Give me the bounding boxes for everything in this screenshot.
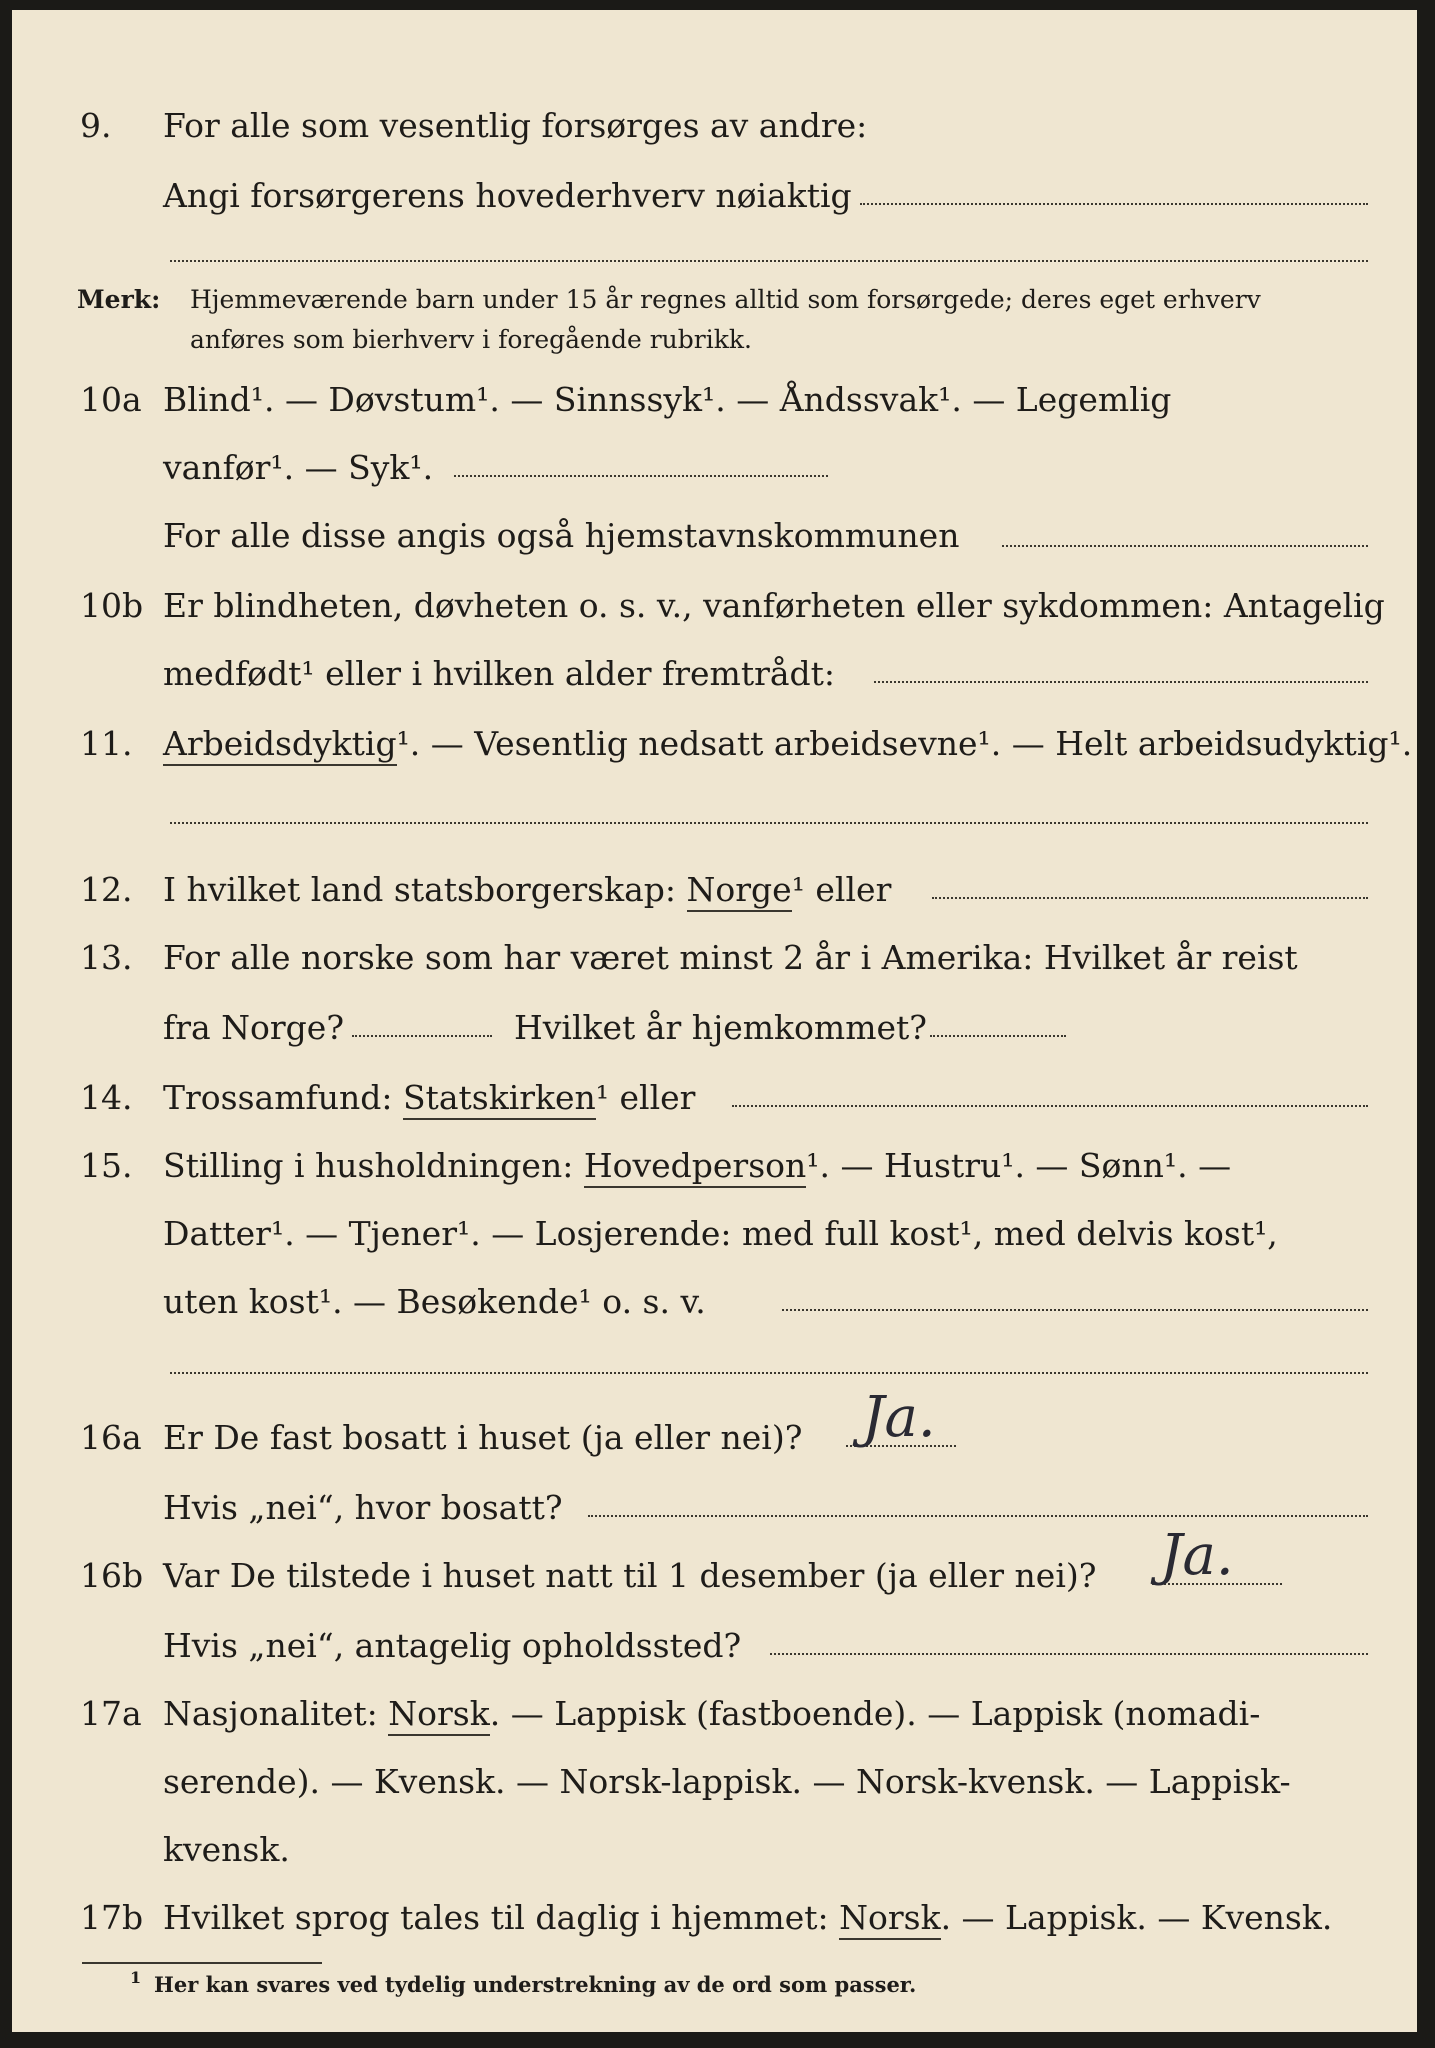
question-17a-line-3: [12, 1822, 1417, 1878]
answer-line-16b-opholdssted[interactable]: [770, 1653, 1368, 1655]
footnote-text: Her kan svares ved tydelig understrekning av de ord som passer.: [154, 1972, 917, 1997]
answer-line-10a[interactable]: [454, 475, 828, 477]
question-13: [12, 930, 1417, 986]
answer-line-12[interactable]: [932, 897, 1368, 899]
underlined-answer: Statskirken: [403, 1078, 596, 1120]
question-number: 16a: [80, 1418, 142, 1457]
question-number: 15.: [80, 1146, 133, 1185]
question-number: 12.: [80, 870, 133, 909]
underlined-answer: Norsk: [388, 1694, 489, 1736]
question-number: 10a: [80, 380, 142, 419]
question-9: [12, 98, 1417, 154]
question-text-2: Hvilket år hjemkommet?: [514, 1008, 927, 1047]
question-text: uten kost¹. — Besøkende¹ o. s. v.: [163, 1282, 706, 1321]
answer-line-14[interactable]: [732, 1105, 1368, 1107]
question-text: Datter¹. — Tjener¹. — Losjerende: med full kost¹, med delvis kost¹,: [163, 1214, 1278, 1253]
question-text: Arbeidsdyktig¹. — Vesentlig nedsatt arbeidsevne¹. — Helt arbeidsudyktig¹.: [163, 716, 1412, 772]
question-number: 13.: [80, 938, 133, 977]
answer-line-15-extra[interactable]: [170, 1372, 1368, 1374]
question-text: Blind¹. — Døvstum¹. — Sinnssyk¹. — Åndssvak¹. — Legemlig: [163, 380, 1172, 419]
answer-line-10b[interactable]: [874, 681, 1368, 683]
underlined-answer: Norge: [687, 870, 792, 912]
question-15: [12, 1138, 1417, 1194]
question-text: For alle disse angis også hjemstavnskommunen: [163, 516, 960, 555]
note-merk: [12, 278, 1417, 322]
question-text: Hvilket sprog tales til daglig i hjemmet: Norsk. — Lappisk. — Kvensk.: [163, 1890, 1332, 1946]
question-9-line-2: [12, 168, 1417, 224]
question-10a-line-2: [12, 440, 1417, 496]
question-10a-line-3: [12, 508, 1417, 564]
note-text: anføres som bierhverv i foregående rubrikk.: [190, 325, 752, 354]
question-11: [12, 716, 1417, 772]
question-text: medfødt¹ eller i hvilken alder fremtrådt:: [163, 654, 836, 693]
question-text: For alle som vesentlig forsørges av andre:: [163, 106, 868, 145]
footnote-mark: 1: [130, 1968, 142, 1987]
question-text: Hvis „nei“, hvor bosatt?: [163, 1488, 563, 1527]
note-label: Merk:: [77, 285, 161, 314]
question-text: serende). — Kvensk. — Norsk-lappisk. — Norsk-kvensk. — Lappisk-: [163, 1762, 1291, 1801]
question-text: kvensk.: [163, 1830, 290, 1869]
question-13-line-2: [12, 1000, 1417, 1056]
question-text: Angi forsørgerens hovederhverv nøiaktig: [163, 176, 852, 215]
question-text: Var De tilstede i huset natt til 1 desember (ja eller nei)?: [163, 1556, 1097, 1595]
question-10a: [12, 372, 1417, 428]
question-17a-line-2: [12, 1754, 1417, 1810]
question-number: 9.: [80, 106, 112, 145]
answer-line-13-reist[interactable]: [352, 1035, 492, 1037]
question-15-line-2: [12, 1206, 1417, 1262]
question-12: [12, 862, 1417, 918]
question-number: 17b: [80, 1898, 144, 1937]
answer-line-10a-kommune[interactable]: [1002, 545, 1368, 547]
note-text: Hjemmeværende barn under 15 år regnes alltid som forsørgede; deres eget erhverv: [190, 285, 1261, 314]
question-number: 16b: [80, 1556, 144, 1595]
census-form-page: [12, 10, 1417, 2032]
question-10b: [12, 578, 1417, 634]
question-text: Er blindheten, døvheten o. s. v., vanførheten eller sykdommen: Antagelig: [163, 586, 1385, 625]
question-text: fra Norge?: [163, 1008, 345, 1047]
underlined-answer: Hovedperson: [584, 1146, 806, 1188]
question-text: Stilling i husholdningen: Hovedperson¹. — Hustru¹. — Sønn¹. —: [163, 1138, 1231, 1194]
question-15-line-3: [12, 1274, 1417, 1330]
question-number: 10b: [80, 586, 144, 625]
answer-line-9[interactable]: [860, 203, 1368, 205]
question-text: Trossamfund: Statskirken¹ eller: [163, 1070, 695, 1126]
question-text: For alle norske som har været minst 2 år i Amerika: Hvilket år reist: [163, 938, 1298, 977]
question-text: Er De fast bosatt i huset (ja eller nei)?: [163, 1418, 803, 1457]
question-text: vanfør¹. — Syk¹.: [163, 448, 434, 487]
question-14: [12, 1070, 1417, 1126]
question-17a: [12, 1686, 1417, 1742]
handwritten-answer-16a: Ja.: [862, 1385, 936, 1450]
answer-line-11[interactable]: [170, 822, 1368, 824]
answer-line-15[interactable]: [782, 1309, 1368, 1311]
question-10b-line-2: [12, 646, 1417, 702]
note-merk-line-2: [12, 318, 1417, 362]
answer-line-13-hjemkommet[interactable]: [930, 1035, 1066, 1037]
handwritten-answer-16b: Ja.: [1160, 1523, 1234, 1588]
question-number: 17a: [80, 1694, 142, 1733]
answer-line-9-extra[interactable]: [170, 260, 1368, 262]
question-number: 14.: [80, 1078, 133, 1117]
question-text: Hvis „nei“, antagelig opholdssted?: [163, 1626, 742, 1665]
question-16a: [12, 1410, 1417, 1466]
question-text: Nasjonalitet: Norsk. — Lappisk (fastboende). — Lappisk (nomadi-: [163, 1686, 1260, 1742]
footnote-rule: [82, 1962, 322, 1964]
question-text: I hvilket land statsborgerskap: Norge¹ eller: [163, 862, 891, 918]
underlined-answer: Norsk: [839, 1898, 940, 1940]
question-17b: [12, 1890, 1417, 1946]
question-number: 11.: [80, 724, 133, 763]
underlined-answer: Arbeidsdyktig: [163, 724, 397, 766]
answer-line-16a-bosatt[interactable]: [588, 1515, 1368, 1517]
question-16b-line-2: [12, 1618, 1417, 1674]
